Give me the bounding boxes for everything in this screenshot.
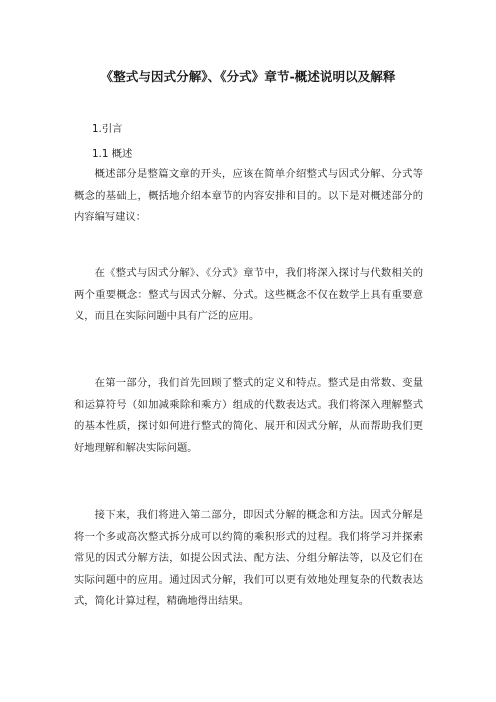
paragraph-1: 概述部分是整篇文章的开头，应该在简单介绍整式与因式分解、分式等概念的基础上，概括地介绍本章节的内容安排和目的。以下是对概述部分的内容编写建议： (74, 168, 423, 223)
document-title: 《整式与因式分解》、《分式》章节-概述说明以及解释 (100, 69, 396, 84)
subsection-heading-overview: 1.1 概述 (92, 148, 133, 160)
paragraph-4: 接下来，我们将进入第二部分，即因式分解的概念和方法。因式分解是将一个多或高次整式拆分成可以约简的乘积形式的过程。我们将学习并探索常见的因式分解方法，如提公因式法、配方法、分组分解法等，以及它们在实际问题中的应用。通过因式分解，我们可以更有效地处理复杂的代数表达式，简化计算过程，精确地得出结果。 (74, 509, 423, 607)
section-heading-introduction: 1.引言 (92, 123, 123, 135)
paragraph-2: 在《整式与因式分解》、《分式》章节中，我们将深入探讨与代数相关的两个重要概念：整式与因式分解、分式。这些概念不仅在数学上具有重要意义，而且在实际问题中具有广泛的应用。 (74, 267, 423, 322)
paragraph-3: 在第一部分，我们首先回顾了整式的定义和特点。整式是由常数、变量和运算符号（如加减乘除和乘方）组成的代数表达式。我们将深入理解整式的基本性质，探讨如何进行整式的简化、展开和因式分解，从而帮助我们更好地理解和解决实际问题。 (74, 377, 423, 454)
